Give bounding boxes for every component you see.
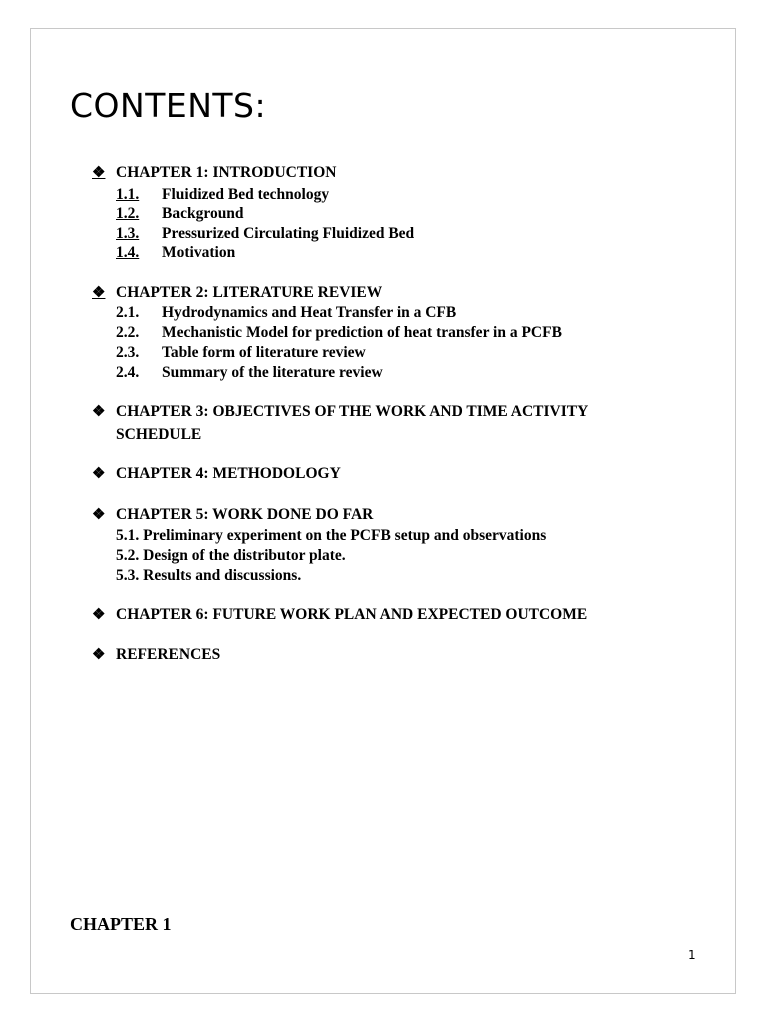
chapter-heading-footer: CHAPTER 1 <box>70 914 172 934</box>
toc-item <box>116 185 329 205</box>
toc-chapter-2 <box>92 283 382 303</box>
toc-item <box>116 204 244 224</box>
section-number: 2.2. <box>116 324 140 341</box>
diamond-bullet-icon: ❖ <box>92 647 106 663</box>
toc-item <box>116 303 456 323</box>
diamond-bullet-icon: ❖ <box>92 404 106 420</box>
toc-item <box>116 363 383 383</box>
section-title: Fluidized Bed technology <box>162 186 330 203</box>
page-number: 1 <box>688 948 696 962</box>
section-title: Hydrodynamics and Heat Transfer in a CFB <box>162 304 457 321</box>
section-title: 5.2. Design of the distributor plate. <box>116 547 346 564</box>
toc-item <box>116 243 235 263</box>
section-number: 1.2. <box>116 205 140 222</box>
toc-references <box>92 645 220 665</box>
section-number: 2.4. <box>116 364 140 381</box>
chapter-heading: CHAPTER 1: INTRODUCTION <box>116 164 337 181</box>
chapter-heading: CHAPTER 5: WORK DONE DO FAR <box>116 506 374 523</box>
toc-chapter-6 <box>92 605 587 625</box>
toc-item <box>116 566 301 586</box>
toc-item <box>116 343 366 363</box>
diamond-bullet-icon: ❖ <box>92 466 106 482</box>
toc-chapter-4 <box>92 464 341 484</box>
toc-item <box>116 546 346 566</box>
toc-chapter-5 <box>92 505 373 525</box>
toc-chapter-3 <box>92 402 588 422</box>
page-title: CONTENTS: <box>70 86 267 125</box>
diamond-bullet-icon: ❖ <box>92 607 106 623</box>
chapter-heading-continued: SCHEDULE <box>116 426 202 443</box>
toc-item <box>116 323 562 343</box>
section-title: Table form of literature review <box>162 344 366 361</box>
toc-item <box>116 224 414 244</box>
section-number: 1.3. <box>116 225 140 242</box>
chapter-heading: CHAPTER 3: OBJECTIVES OF THE WORK AND TIME ACTIVITY <box>116 403 589 420</box>
section-number: 2.1. <box>116 304 140 321</box>
chapter-heading: CHAPTER 6: FUTURE WORK PLAN AND EXPECTED OUTCOME <box>116 606 588 623</box>
section-title: 5.3. Results and discussions. <box>116 567 302 584</box>
chapter-heading: CHAPTER 2: LITERATURE REVIEW <box>116 284 383 301</box>
diamond-bullet-icon: ❖ <box>92 507 106 523</box>
toc-chapter-1 <box>92 163 336 183</box>
section-number: 1.1. <box>116 186 140 203</box>
section-number: 1.4. <box>116 244 140 261</box>
section-title: 5.1. Preliminary experiment on the PCFB setup and observations <box>116 527 547 544</box>
section-title: Pressurized Circulating Fluidized Bed <box>162 225 415 242</box>
diamond-bullet-icon: ❖ <box>92 165 106 181</box>
references-heading: REFERENCES <box>116 646 221 663</box>
section-title: Summary of the literature review <box>162 364 383 381</box>
section-title: Background <box>162 205 244 222</box>
chapter-heading: CHAPTER 4: METHODOLOGY <box>116 465 341 482</box>
section-number: 2.3. <box>116 344 140 361</box>
section-title: Mechanistic Model for prediction of heat transfer in a PCFB <box>162 324 562 341</box>
toc-item <box>116 526 546 546</box>
toc-chapter-3-continuation <box>116 425 201 445</box>
section-title: Motivation <box>162 244 236 261</box>
diamond-bullet-icon: ❖ <box>92 285 106 301</box>
